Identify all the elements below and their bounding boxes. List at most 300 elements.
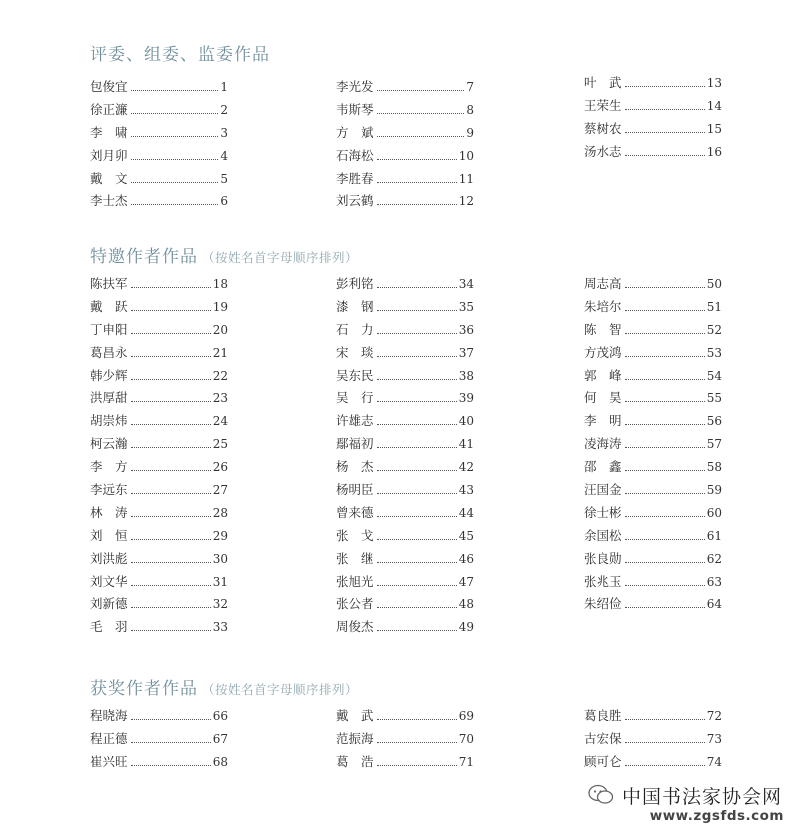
toc-column <box>584 274 722 617</box>
author-name: 陈 智 <box>584 321 622 337</box>
toc-entry <box>336 572 474 595</box>
page-number: 16 <box>706 144 722 159</box>
toc-entry <box>90 706 228 729</box>
dot-leader <box>377 379 457 380</box>
page-number: 68 <box>212 754 228 769</box>
page-number: 41 <box>458 437 474 452</box>
author-name: 徐正濂 <box>90 101 128 117</box>
dot-leader <box>625 562 705 563</box>
dot-leader <box>131 379 211 380</box>
page-number: 44 <box>458 505 474 520</box>
dot-leader <box>131 719 211 720</box>
author-name: 张 继 <box>336 550 374 566</box>
page-number: 59 <box>706 483 722 498</box>
author-name: 林 涛 <box>90 504 128 520</box>
toc-entry <box>90 320 228 343</box>
dot-leader <box>131 401 211 402</box>
toc-entry <box>336 77 474 100</box>
author-name: 杨 杰 <box>336 459 374 475</box>
dot-leader <box>131 516 211 517</box>
dot-leader <box>377 90 465 91</box>
dot-leader <box>625 401 705 402</box>
dot-leader <box>625 86 705 87</box>
page-number: 55 <box>706 391 722 406</box>
section-subtitle: （按姓名首字母顺序排列） <box>202 250 359 265</box>
toc-entry <box>584 729 722 752</box>
page-number: 70 <box>458 731 474 746</box>
toc-entry <box>336 146 474 169</box>
page-number: 14 <box>706 98 722 113</box>
dot-leader <box>377 204 457 205</box>
toc-entry <box>584 343 722 366</box>
toc-column <box>90 77 228 214</box>
toc-entry <box>584 142 722 165</box>
author-name: 周俊杰 <box>336 619 374 635</box>
section-title <box>90 674 358 699</box>
author-name: 徐士彬 <box>584 504 622 520</box>
dot-leader <box>377 470 457 471</box>
toc-entry <box>90 388 228 411</box>
toc-entry <box>336 706 474 729</box>
dot-leader <box>625 132 705 133</box>
page-number: 23 <box>212 391 228 406</box>
author-name: 李远东 <box>90 482 128 498</box>
page-number: 37 <box>458 345 474 360</box>
author-name: 汪国金 <box>584 482 622 498</box>
page-number: 33 <box>212 620 228 635</box>
page-number: 9 <box>466 125 474 140</box>
page-number: 50 <box>706 277 722 291</box>
dot-leader <box>131 182 219 183</box>
dot-leader <box>625 607 705 608</box>
author-name: 刘 恒 <box>90 527 128 543</box>
toc-entry <box>90 343 228 366</box>
dot-leader <box>625 516 705 517</box>
dot-leader <box>377 539 457 540</box>
page-number: 26 <box>212 460 228 475</box>
author-name: 凌海涛 <box>584 436 622 452</box>
toc-entry <box>336 100 474 123</box>
page-number: 38 <box>458 368 474 383</box>
author-name: 张兆玉 <box>584 573 622 589</box>
author-name: 李士杰 <box>90 193 128 209</box>
author-name: 杨明臣 <box>336 482 374 498</box>
page-number: 22 <box>212 368 228 383</box>
page-number: 8 <box>466 102 474 117</box>
dot-leader <box>131 447 211 448</box>
toc-entry <box>336 123 474 146</box>
page-number: 1 <box>220 80 228 94</box>
author-name: 吴东民 <box>336 367 374 383</box>
dot-leader <box>131 765 211 766</box>
toc-entry <box>336 274 474 297</box>
author-name: 葛 浩 <box>336 753 374 769</box>
author-name: 刘文华 <box>90 573 128 589</box>
dot-leader <box>131 113 219 114</box>
page-number: 13 <box>706 76 722 90</box>
page-number: 31 <box>212 574 228 589</box>
toc-entry <box>584 480 722 503</box>
author-name: 李胜春 <box>336 170 374 186</box>
dot-leader <box>131 356 211 357</box>
dot-leader <box>131 333 211 334</box>
author-name: 韩少辉 <box>90 367 128 383</box>
toc-entry <box>336 191 474 214</box>
author-name: 顾可仑 <box>584 753 622 769</box>
author-name: 方 斌 <box>336 124 374 140</box>
toc-entry <box>336 526 474 549</box>
author-name: 古宏保 <box>584 730 622 746</box>
author-name: 石 力 <box>336 321 374 337</box>
dot-leader <box>377 182 457 183</box>
page-number: 42 <box>458 460 474 475</box>
author-name: 程正德 <box>90 730 128 746</box>
toc-entry <box>90 146 228 169</box>
page-number: 57 <box>706 437 722 452</box>
author-name: 余国松 <box>584 527 622 543</box>
page-number: 69 <box>458 709 474 723</box>
dot-leader <box>625 155 705 156</box>
author-name: 邵 鑫 <box>584 459 622 475</box>
toc-entry <box>90 549 228 572</box>
page-number: 24 <box>212 414 228 429</box>
author-name: 戴 文 <box>90 170 128 186</box>
author-name: 毛 羽 <box>90 619 128 635</box>
dot-leader <box>131 424 211 425</box>
watermark-url: www.zgsfds.com <box>649 808 784 824</box>
toc-entry <box>584 411 722 434</box>
dot-leader <box>131 607 211 608</box>
author-name: 刘云鹤 <box>336 193 374 209</box>
dot-leader <box>377 333 457 334</box>
page-number: 2 <box>220 102 228 117</box>
toc-entry <box>584 549 722 572</box>
page-number: 46 <box>458 551 474 566</box>
toc-entry <box>584 366 722 389</box>
author-name: 张公者 <box>336 596 374 612</box>
dot-leader <box>625 719 705 720</box>
author-name: 鄢福初 <box>336 436 374 452</box>
author-name: 范振海 <box>336 730 374 746</box>
author-name: 李 方 <box>90 459 128 475</box>
page-number: 4 <box>220 148 228 163</box>
toc-column <box>584 73 722 165</box>
page-number: 21 <box>212 345 228 360</box>
dot-leader <box>131 287 211 288</box>
author-name: 汤水志 <box>584 143 622 159</box>
author-name: 程晓海 <box>90 708 128 723</box>
page-number: 71 <box>458 754 474 769</box>
author-name: 李 明 <box>584 413 622 429</box>
section-subtitle: （按姓名首字母顺序排列） <box>202 682 359 697</box>
author-name: 洪厚甜 <box>90 390 128 406</box>
toc-entry <box>584 73 722 96</box>
toc-entry <box>584 457 722 480</box>
dot-leader <box>625 310 705 311</box>
author-name: 王荣生 <box>584 97 622 113</box>
dot-leader <box>625 447 705 448</box>
toc-entry <box>90 191 228 214</box>
toc-entry <box>584 572 722 595</box>
toc-entry <box>90 503 228 526</box>
toc-column <box>584 706 722 775</box>
page-number: 5 <box>220 171 228 186</box>
section-title-text: 评委、组委、监委作品 <box>90 45 270 65</box>
dot-leader <box>131 204 219 205</box>
author-name: 郭 峰 <box>584 367 622 383</box>
page-number: 52 <box>706 322 722 337</box>
dot-leader <box>625 424 705 425</box>
dot-leader <box>377 113 465 114</box>
toc-entry <box>90 434 228 457</box>
dot-leader <box>625 109 705 110</box>
page-number: 19 <box>212 299 228 314</box>
author-name: 彭利铭 <box>336 276 374 291</box>
dot-leader <box>131 630 211 631</box>
dot-leader <box>377 765 457 766</box>
page-number: 6 <box>220 194 228 209</box>
dot-leader <box>625 333 705 334</box>
page-number: 40 <box>458 414 474 429</box>
dot-leader <box>625 493 705 494</box>
toc-entry <box>336 297 474 320</box>
toc-column <box>90 274 228 640</box>
section-title <box>90 40 274 65</box>
toc-entry <box>584 274 722 297</box>
toc-entry <box>90 297 228 320</box>
toc-entry <box>584 706 722 729</box>
toc-entry <box>584 297 722 320</box>
author-name: 包俊宜 <box>90 79 128 94</box>
toc-entry <box>584 594 722 617</box>
author-name: 刘洪彪 <box>90 550 128 566</box>
toc-entry <box>336 549 474 572</box>
page-number: 67 <box>212 731 228 746</box>
author-name: 葛昌永 <box>90 344 128 360</box>
dot-leader <box>377 136 465 137</box>
page-number: 63 <box>706 574 722 589</box>
page-number: 49 <box>458 620 474 635</box>
dot-leader <box>625 379 705 380</box>
page-number: 10 <box>458 148 474 163</box>
dot-leader <box>377 356 457 357</box>
page-number: 60 <box>706 505 722 520</box>
author-name: 葛良胜 <box>584 708 622 723</box>
author-name: 柯云瀚 <box>90 436 128 452</box>
toc-entry <box>584 119 722 142</box>
toc-entry <box>336 169 474 192</box>
toc-entry <box>336 434 474 457</box>
dot-leader <box>625 585 705 586</box>
dot-leader <box>625 742 705 743</box>
dot-leader <box>377 287 457 288</box>
page-number: 35 <box>458 299 474 314</box>
dot-leader <box>377 447 457 448</box>
toc-entry <box>336 457 474 480</box>
author-name: 戴 跃 <box>90 298 128 314</box>
author-name: 张旭光 <box>336 573 374 589</box>
toc-column <box>336 706 474 775</box>
author-name: 朱绍俭 <box>584 596 622 612</box>
author-name: 胡崇炜 <box>90 413 128 429</box>
toc-entry <box>336 503 474 526</box>
page-number: 58 <box>706 460 722 475</box>
author-name: 石海松 <box>336 147 374 163</box>
page-number: 61 <box>706 528 722 543</box>
page-number: 7 <box>466 80 474 94</box>
dot-leader <box>377 493 457 494</box>
dot-leader <box>377 516 457 517</box>
toc-entry <box>336 480 474 503</box>
page-number: 11 <box>458 171 474 186</box>
page-number: 43 <box>458 483 474 498</box>
page-number: 51 <box>706 299 722 314</box>
dot-leader <box>131 136 219 137</box>
author-name: 崔兴旺 <box>90 753 128 769</box>
page-number: 20 <box>212 322 228 337</box>
page-number: 47 <box>458 574 474 589</box>
author-name: 李 啸 <box>90 124 128 140</box>
toc-column <box>90 706 228 775</box>
toc-entry <box>336 411 474 434</box>
author-name: 蔡树农 <box>584 120 622 136</box>
toc-entry <box>90 617 228 640</box>
dot-leader <box>131 90 219 91</box>
page-number: 25 <box>212 437 228 452</box>
toc-entry <box>90 411 228 434</box>
watermark-logo-text: 中国书法家协会网 <box>621 786 782 808</box>
page-number: 74 <box>706 754 722 769</box>
toc-entry <box>584 434 722 457</box>
dot-leader <box>131 470 211 471</box>
toc-entry <box>90 123 228 146</box>
toc-entry <box>584 96 722 119</box>
toc-entry <box>584 320 722 343</box>
toc-entry <box>90 169 228 192</box>
toc-entry <box>90 366 228 389</box>
dot-leader <box>131 493 211 494</box>
author-name: 漆 钢 <box>336 298 374 314</box>
toc-entry <box>584 752 722 775</box>
page-number: 45 <box>458 528 474 543</box>
toc-entry <box>90 594 228 617</box>
author-name: 刘月卯 <box>90 147 128 163</box>
dot-leader <box>625 470 705 471</box>
author-name: 丁申阳 <box>90 321 128 337</box>
toc-entry <box>336 729 474 752</box>
page-number: 62 <box>706 551 722 566</box>
toc-entry <box>90 77 228 100</box>
toc-entry <box>90 729 228 752</box>
author-name: 张 戈 <box>336 527 374 543</box>
author-name: 叶 武 <box>584 75 622 90</box>
toc-column <box>336 77 474 214</box>
author-name: 张良勋 <box>584 550 622 566</box>
dot-leader <box>131 310 211 311</box>
dot-leader <box>131 742 211 743</box>
author-name: 陈扶军 <box>90 276 128 291</box>
toc-entry <box>90 100 228 123</box>
toc-entry <box>90 752 228 775</box>
author-name: 曾来德 <box>336 504 374 520</box>
author-name: 何 昊 <box>584 390 622 406</box>
toc-column <box>336 274 474 640</box>
page-number: 53 <box>706 345 722 360</box>
page-number: 56 <box>706 414 722 429</box>
toc-entry <box>336 320 474 343</box>
dot-leader <box>377 424 457 425</box>
dot-leader <box>625 539 705 540</box>
dot-leader <box>377 742 457 743</box>
page-number: 28 <box>212 505 228 520</box>
page-number: 15 <box>706 121 722 136</box>
dot-leader <box>131 585 211 586</box>
author-name: 许雄志 <box>336 413 374 429</box>
toc-entry <box>336 343 474 366</box>
page-number: 36 <box>458 322 474 337</box>
dot-leader <box>377 630 457 631</box>
section-title-text: 获奖作者作品 <box>90 679 198 699</box>
toc-entry <box>336 388 474 411</box>
watermark <box>588 782 788 832</box>
toc-entry <box>90 274 228 297</box>
toc-entry <box>90 457 228 480</box>
toc-entry <box>336 366 474 389</box>
dot-leader <box>377 401 457 402</box>
page-number: 29 <box>212 528 228 543</box>
page-number: 34 <box>458 277 474 291</box>
page-number: 27 <box>212 483 228 498</box>
dot-leader <box>377 310 457 311</box>
dot-leader <box>131 562 211 563</box>
page-number: 32 <box>212 597 228 612</box>
toc-entry <box>336 752 474 775</box>
toc-entry <box>584 526 722 549</box>
dot-leader <box>377 585 457 586</box>
dot-leader <box>625 287 705 288</box>
dot-leader <box>625 765 705 766</box>
toc-entry <box>90 480 228 503</box>
author-name: 宋 琰 <box>336 344 374 360</box>
wechat-icon <box>588 784 614 806</box>
page-number: 72 <box>706 709 722 723</box>
dot-leader <box>625 356 705 357</box>
author-name: 方茂鸿 <box>584 344 622 360</box>
toc-entry <box>584 388 722 411</box>
dot-leader <box>131 539 211 540</box>
page-number: 48 <box>458 597 474 612</box>
dot-leader <box>377 607 457 608</box>
author-name: 韦斯琴 <box>336 101 374 117</box>
page-number: 18 <box>212 277 228 291</box>
page-number: 66 <box>212 709 228 723</box>
author-name: 戴 武 <box>336 708 374 723</box>
section-title-text: 特邀作者作品 <box>90 247 198 267</box>
page-number: 30 <box>212 551 228 566</box>
toc-entry <box>336 617 474 640</box>
dot-leader <box>377 159 457 160</box>
author-name: 李光发 <box>336 79 374 94</box>
dot-leader <box>377 719 457 720</box>
toc-entry <box>90 526 228 549</box>
toc-entry <box>584 503 722 526</box>
author-name: 周志高 <box>584 276 622 291</box>
page-number: 39 <box>458 391 474 406</box>
dot-leader <box>131 159 219 160</box>
page-number: 3 <box>220 125 228 140</box>
author-name: 刘新德 <box>90 596 128 612</box>
page-number: 64 <box>706 597 722 612</box>
